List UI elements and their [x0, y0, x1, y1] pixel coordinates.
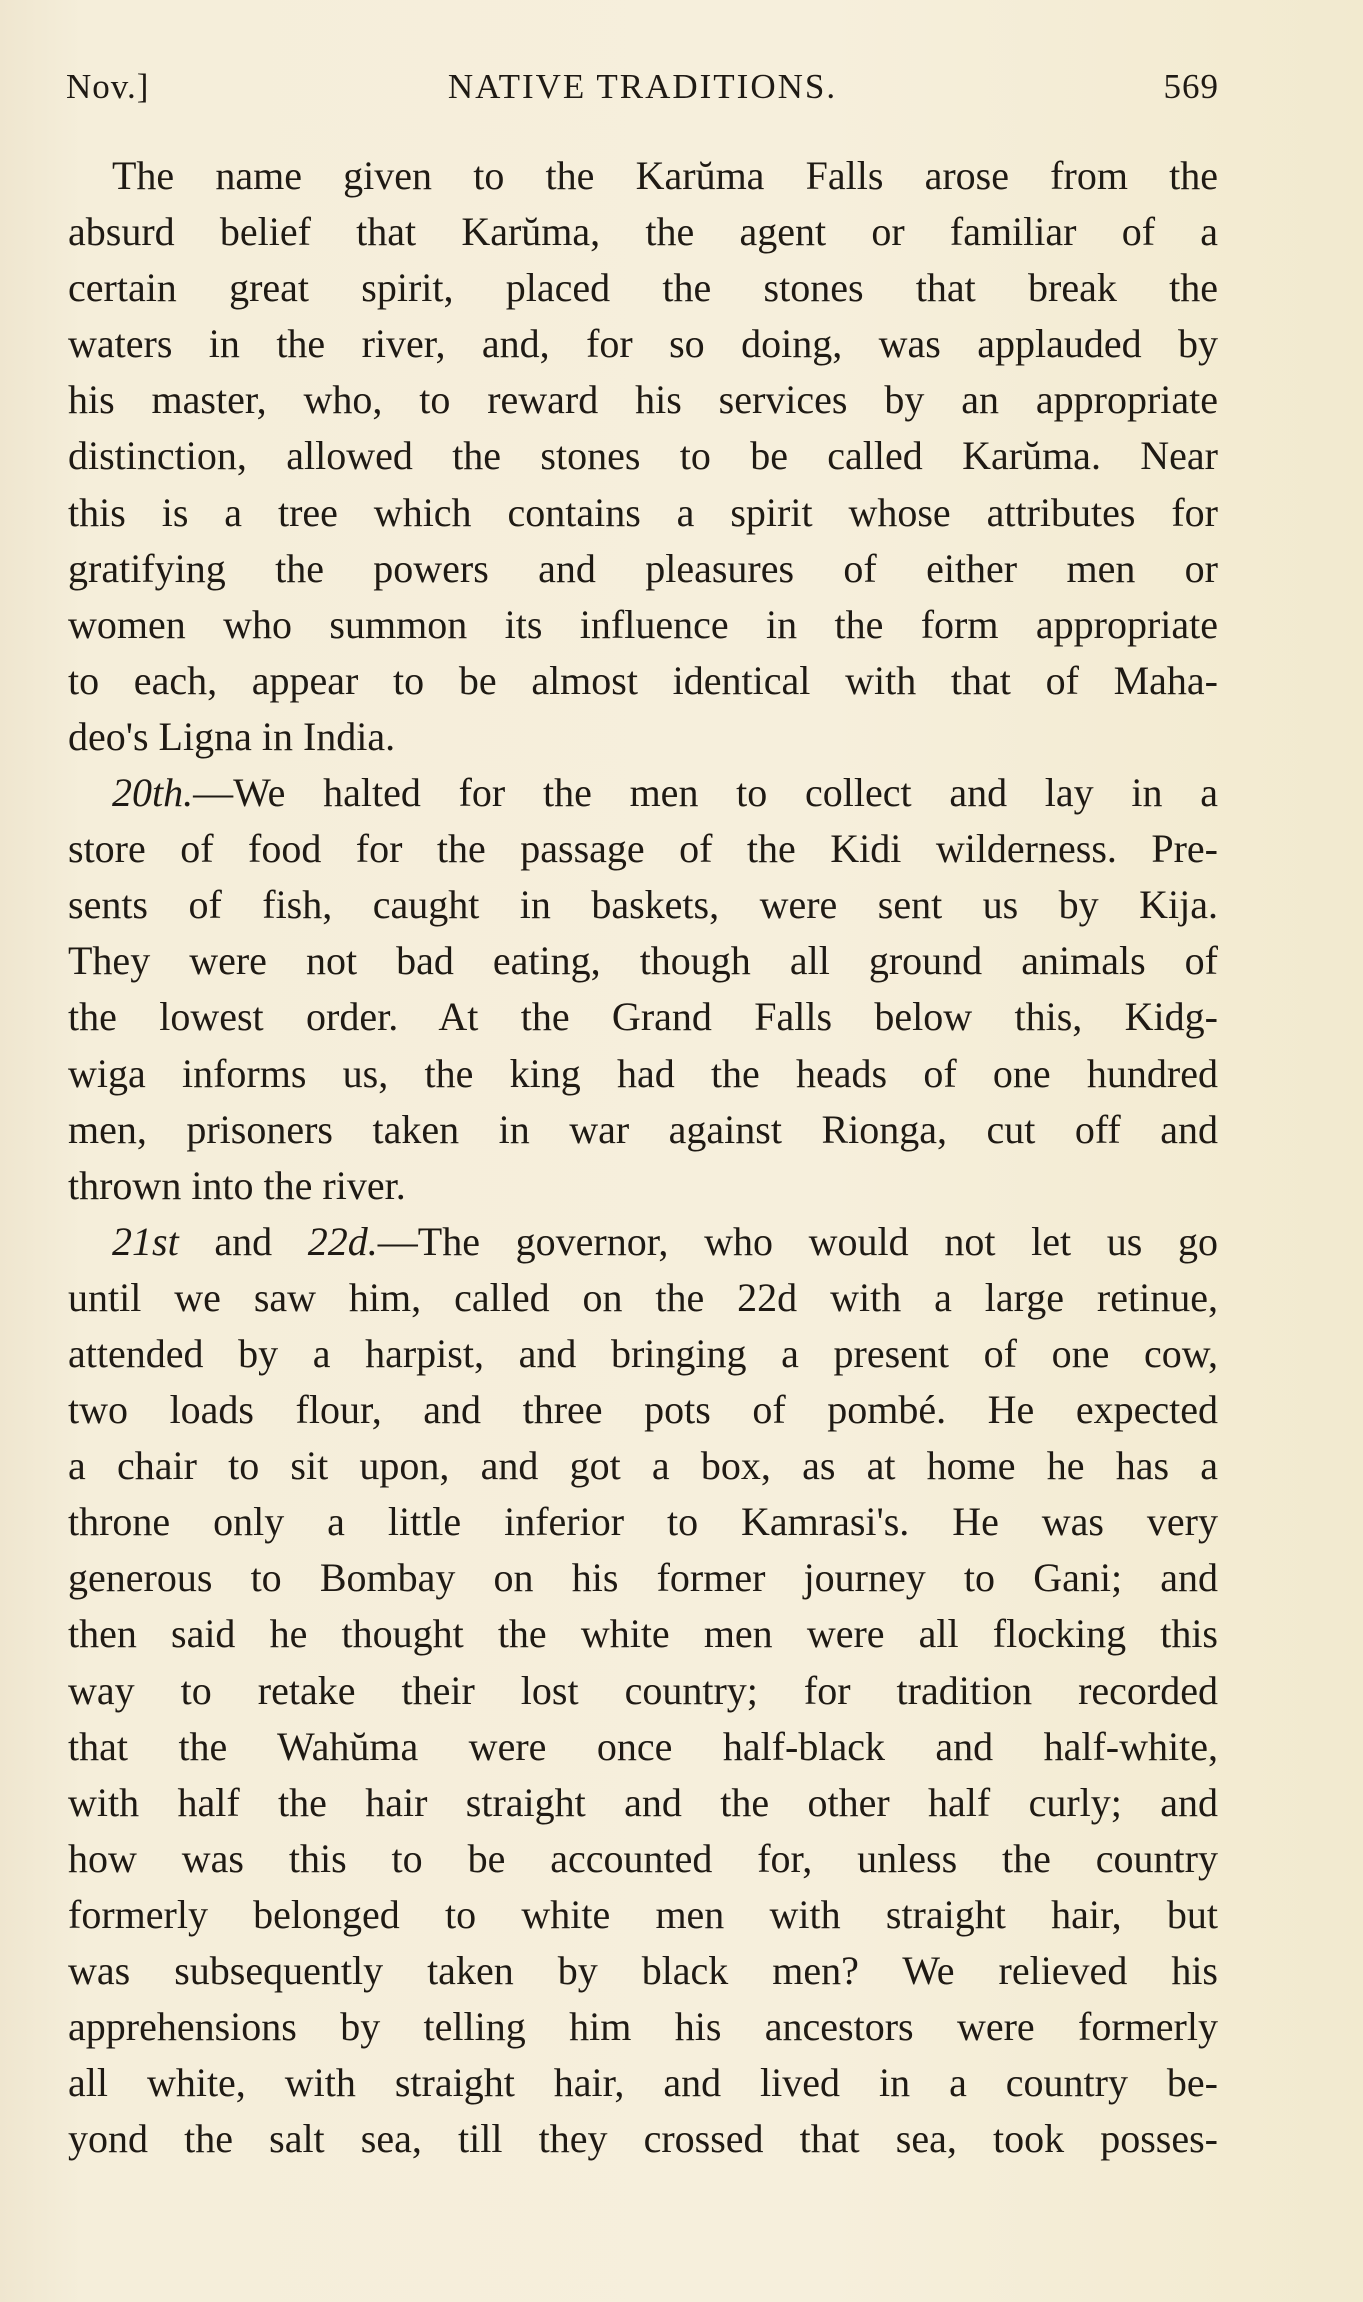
text-line-fragment: —The governor, who would not let us go — [377, 1218, 1218, 1264]
diary-date: 20th. — [112, 770, 194, 816]
page-number: 569 — [1163, 67, 1219, 106]
text-line: until we saw him, called on the 22d with a large retinue, — [68, 1274, 1218, 1320]
text-line: deo's Ligna in India. — [68, 713, 396, 759]
text-line: sents of fish, caught in baskets, were sent us by Kija. — [68, 882, 1218, 928]
text-line: how was this to be accounted for, unless the country — [68, 1835, 1218, 1881]
text-line: waters in the river, and, for so doing, was applauded by — [68, 321, 1218, 367]
text-line: then said he thought the white men were all flocking this — [68, 1611, 1218, 1657]
running-head-month: Nov.] — [66, 67, 150, 106]
text-line: women who summon its influence in the form appropriate — [68, 601, 1218, 647]
running-head-title: NATIVE TRADITIONS. — [447, 67, 838, 106]
text-line: generous to Bombay on his former journey to Gani; and — [68, 1555, 1218, 1601]
text-line: that the Wahŭma were once half-black and half-white, — [68, 1723, 1218, 1769]
text-line: throne only a little inferior to Kamrasi's. He was very — [68, 1499, 1218, 1545]
text-line: formerly belonged to white men with straight hair, but — [68, 1891, 1218, 1937]
text-line: store of food for the passage of the Kidi wilderness. Pre- — [68, 826, 1218, 872]
text-line-fragment: —We halted for the men to collect and lay in a — [193, 770, 1218, 816]
diary-date: 21st — [112, 1218, 179, 1264]
text-line: the lowest order. At the Grand Falls below this, Kidg- — [68, 994, 1218, 1040]
text-line: gratifying the powers and pleasures of either men or — [68, 545, 1218, 591]
text-line: wiga informs us, the king had the heads of one hundred — [68, 1050, 1218, 1096]
text-line: certain great spirit, placed the stones that break the — [68, 265, 1218, 311]
date-conjunction: and — [178, 1218, 308, 1264]
diary-date: 22d. — [307, 1218, 378, 1264]
text-line: way to retake their lost country; for tradition recorded — [68, 1667, 1218, 1713]
text-line: two loads flour, and three pots of pombé. He expected — [68, 1387, 1218, 1433]
text-line: absurd belief that Karŭma, the agent or familiar of a — [68, 209, 1218, 255]
text-line: They were not bad eating, though all ground animals of — [68, 938, 1218, 984]
body-text — [68, 148, 1218, 2167]
text-line: with half the hair straight and the other half curly; and — [68, 1779, 1218, 1825]
text-line: distinction, allowed the stones to be called Karŭma. Near — [68, 433, 1218, 479]
text-line: attended by a harpist, and bringing a present of one cow, — [68, 1330, 1218, 1376]
text-line: apprehensions by telling him his ancestors were formerly — [68, 2004, 1218, 2050]
text-line: yond the salt sea, till they crossed that sea, took posses- — [68, 2116, 1218, 2162]
diary-entry-line — [68, 765, 1218, 821]
diary-entry-line — [68, 1214, 1218, 1270]
text-line: thrown into the river. — [68, 1162, 406, 1208]
text-line: this is a tree which contains a spirit whose attributes for — [68, 489, 1218, 535]
text-line: to each, appear to be almost identical with that of Maha- — [68, 657, 1218, 703]
text-line: was subsequently taken by black men? We relieved his — [68, 1948, 1218, 1993]
running-head — [66, 62, 1219, 112]
text-line: men, prisoners taken in war against Rionga, cut off and — [68, 1106, 1218, 1152]
text-line: his master, who, to reward his services by an appropriate — [68, 377, 1218, 423]
text-line: The name given to the Karŭma Falls arose from the — [112, 153, 1218, 198]
text-line: all white, with straight hair, and lived in a country be- — [68, 2060, 1218, 2106]
text-line: a chair to sit upon, and got a box, as at home he has a — [68, 1443, 1218, 1489]
